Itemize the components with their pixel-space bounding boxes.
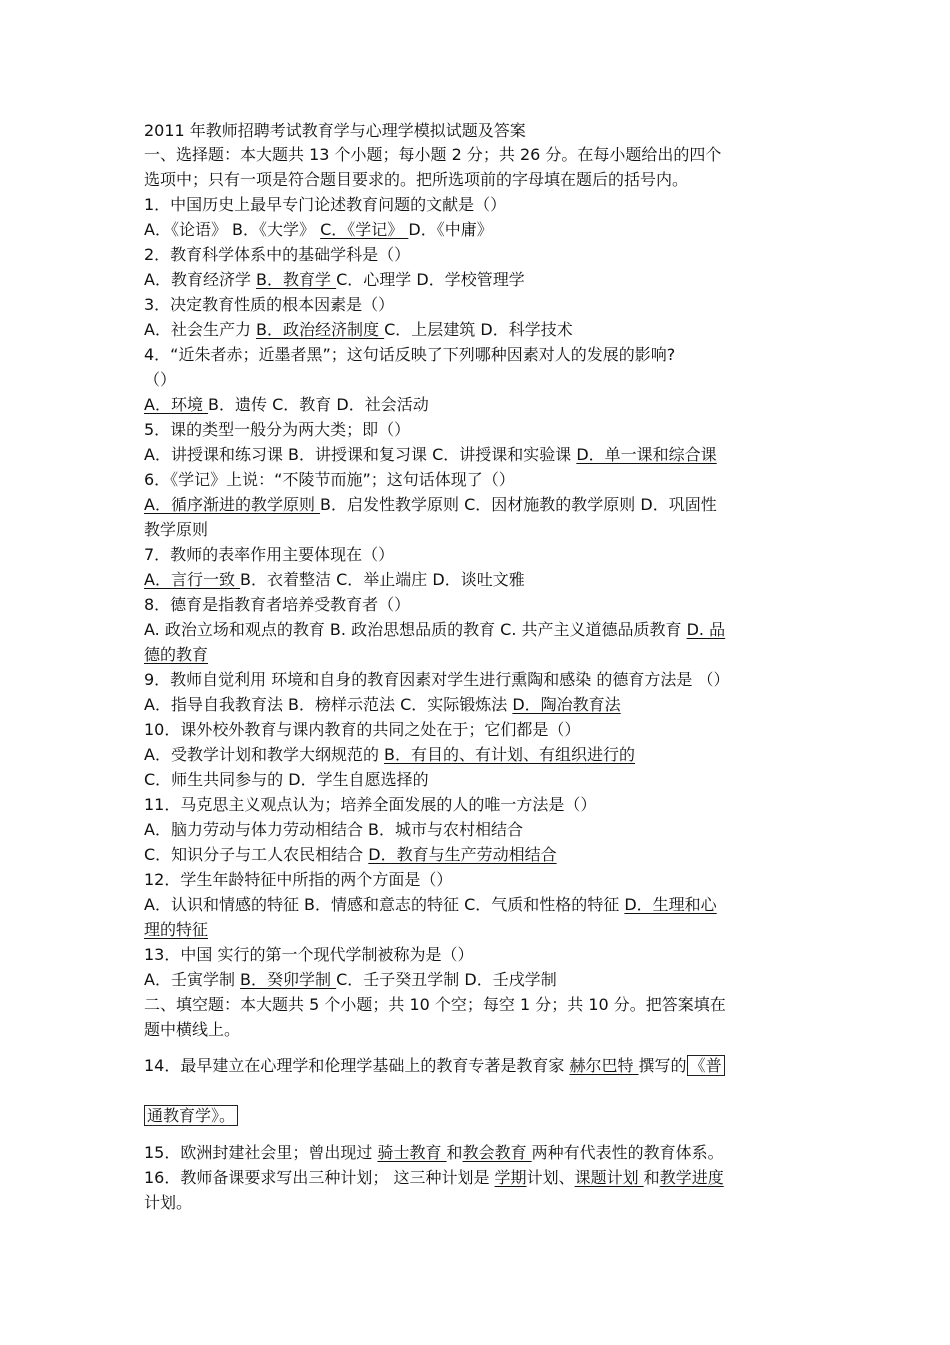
q6-option-rest: B．启发性教学原则 C．因材施教的教学原则 D．巩固性 <box>320 495 717 514</box>
q4-answer: A．环境 <box>144 395 209 414</box>
q16-text-mid1: 计划、 <box>526 1168 575 1187</box>
q8-options-cont <box>144 645 814 665</box>
section2-intro-line2: 题中横线上。 <box>144 1020 241 1039</box>
q3-text: 3．决定教育性质的根本因素是（） <box>144 295 395 314</box>
q12-answer-cont: 理的特征 <box>144 920 209 939</box>
q1-options <box>144 220 814 240</box>
q9-options <box>144 695 814 715</box>
q16-line2: 计划。 <box>144 1193 193 1212</box>
section1-intro-line2: 选项中；只有一项是符合题目要求的。把所选项前的字母填在题后的括号内。 <box>144 170 689 189</box>
q11-answer: D．教育与生产劳动相结合 <box>368 845 557 864</box>
q3-answer: B．政治经济制度 <box>256 320 385 339</box>
q6-answer: A．循序渐进的教学原则 <box>144 495 321 514</box>
q4-paren: （） <box>144 370 177 389</box>
q14-line2 <box>144 1106 814 1126</box>
q15-text-post: 两种有代表性的教育体系。 <box>531 1143 724 1162</box>
section2-intro-line1: 二、填空题：本大题共 5 个小题；共 10 个空；每空 1 分；共 10 分。把答案填在 <box>144 995 726 1014</box>
q16-answer-2: 课题计划 <box>574 1168 644 1187</box>
q6-options-cont: 教学原则 <box>144 520 209 539</box>
q15-text: 15．欧洲封建社会里；曾出现过 <box>144 1143 378 1162</box>
q14-answer-2-cont: 通教育学》。 <box>144 1105 238 1126</box>
q6-text: 6．《学记》上说：“不陵节而施”；这句话体现了（） <box>144 470 515 489</box>
q16-text-mid2: 和 <box>643 1168 660 1187</box>
q14-answer-1: 赫尔巴特 <box>569 1056 639 1075</box>
document-title: 2011 年教师招聘考试教育学与心理学模拟试题及答案 <box>144 121 526 140</box>
q7-text: 7．教师的表率作用主要体现在（） <box>144 545 395 564</box>
q12-option-abc: A．认识和情感的特征 B．情感和意志的特征 C．气质和性格的特征 <box>144 895 625 914</box>
q2-answer: B．教育学 <box>256 270 337 289</box>
q13-option-a: A．壬寅学制 <box>144 970 241 989</box>
q7-answer: A．言行一致 <box>144 570 241 589</box>
q14-text: 14．最早建立在心理学和伦理学基础上的教育专著是教育家 <box>144 1056 570 1075</box>
q3-option-a: A．社会生产力 <box>144 320 257 339</box>
q16-line <box>144 1168 814 1188</box>
q7-options <box>144 570 814 590</box>
q1-option-ab: A．《论语》 B．《大学》 <box>144 220 321 239</box>
q2-options <box>144 270 814 290</box>
q13-options <box>144 970 814 990</box>
q13-option-rest: C．壬子癸丑学制 D．壬戌学制 <box>336 970 557 989</box>
q7-option-rest: B．衣着整洁 C．举止端庄 D．谈吐文雅 <box>240 570 525 589</box>
q10-answer: B．有目的、有计划、有组织进行的 <box>384 745 636 764</box>
q15-answer-2: 教会教育 <box>462 1143 532 1162</box>
q15-answer-1: 骑士教育 <box>377 1143 447 1162</box>
q4-option-rest: B．遗传 C．教育 D．社会活动 <box>208 395 429 414</box>
q2-text: 2．教育科学体系中的基础学科是（） <box>144 245 411 264</box>
q15-text-mid: 和 <box>446 1143 463 1162</box>
q11-text: 11．马克思主义观点认为；培养全面发展的人的唯一方法是（） <box>144 795 597 814</box>
q5-answer: D．单一课和综合课 <box>576 445 717 464</box>
q1-option-d: D．《中庸》 <box>408 220 493 239</box>
q6-options <box>144 495 814 515</box>
q16-answer-1: 学期 <box>494 1168 527 1187</box>
q8-options <box>144 620 814 640</box>
q9-text: 9．教师自觉利用 环境和自身的教育因素对学生进行熏陶和感染 的德育方法是 （） <box>144 670 730 689</box>
q12-options <box>144 895 814 915</box>
q16-text: 16．教师备课要求写出三种计划； 这三种计划是 <box>144 1168 495 1187</box>
q10-text: 10．课外校外教育与课内教育的共同之处在于；它们都是（） <box>144 720 581 739</box>
q8-answer-cont: 德的教育 <box>144 645 209 664</box>
q9-answer: D．陶冶教育法 <box>512 695 621 714</box>
q1-text: 1．中国历史上最早专门论述教育问题的文献是（） <box>144 195 507 214</box>
q5-options <box>144 445 814 465</box>
q14-text-mid: 撰写的 <box>638 1056 687 1075</box>
q4-options <box>144 395 814 415</box>
q12-answer: D．生理和心 <box>624 895 717 914</box>
q10-option-a: A．受教学计划和教学大纲规范的 <box>144 745 385 764</box>
section1-intro-line1: 一、选择题：本大题共 13 个小题；每小题 2 分；共 26 分。在每小题给出的四个 <box>144 145 722 164</box>
q3-option-rest: C．上层建筑 D．科学技术 <box>384 320 573 339</box>
q2-option-a: A．教育经济学 <box>144 270 257 289</box>
q10-options-ab <box>144 745 814 765</box>
q8-text: 8．德育是指教育者培养受教育者（） <box>144 595 411 614</box>
q2-option-rest: C．心理学 D．学校管理学 <box>336 270 525 289</box>
q3-options <box>144 320 814 340</box>
q13-answer: B．癸卯学制 <box>240 970 337 989</box>
q14-line1 <box>144 1056 814 1076</box>
q1-answer: C．《学记》 <box>320 220 409 239</box>
q9-option-abc: A．指导自我教育法 B．榜样示范法 C．实际锻炼法 <box>144 695 513 714</box>
q8-option-abc: A. 政治立场和观点的教育 B. 政治思想品质的教育 C. 共产主义道德品质教育 <box>144 620 687 639</box>
q13-text: 13．中国 实行的第一个现代学制被称为是（） <box>144 945 474 964</box>
q11-options-ab: A．脑力劳动与体力劳动相结合 B．城市与农村相结合 <box>144 820 524 839</box>
q14-answer-2: 《普 <box>687 1055 725 1076</box>
q15-line <box>144 1143 814 1163</box>
q8-answer: D. 品 <box>686 620 726 639</box>
q11-options-cd <box>144 845 814 865</box>
q5-option-abc: A．讲授课和练习课 B．讲授课和复习课 C．讲授课和实验课 <box>144 445 577 464</box>
q4-text: 4．“近朱者赤；近墨者黑”；这句话反映了下列哪种因素对人的发展的影响? <box>144 345 676 364</box>
q16-answer-3: 教学进度 <box>659 1168 724 1187</box>
q5-text: 5．课的类型一般分为两大类；即（） <box>144 420 411 439</box>
q12-options-cont <box>144 920 814 940</box>
q11-option-c: C．知识分子与工人农民相结合 <box>144 845 369 864</box>
q10-options-cd: C．师生共同参与的 D．学生自愿选择的 <box>144 770 429 789</box>
q12-text: 12．学生年龄特征中所指的两个方面是（） <box>144 870 453 889</box>
